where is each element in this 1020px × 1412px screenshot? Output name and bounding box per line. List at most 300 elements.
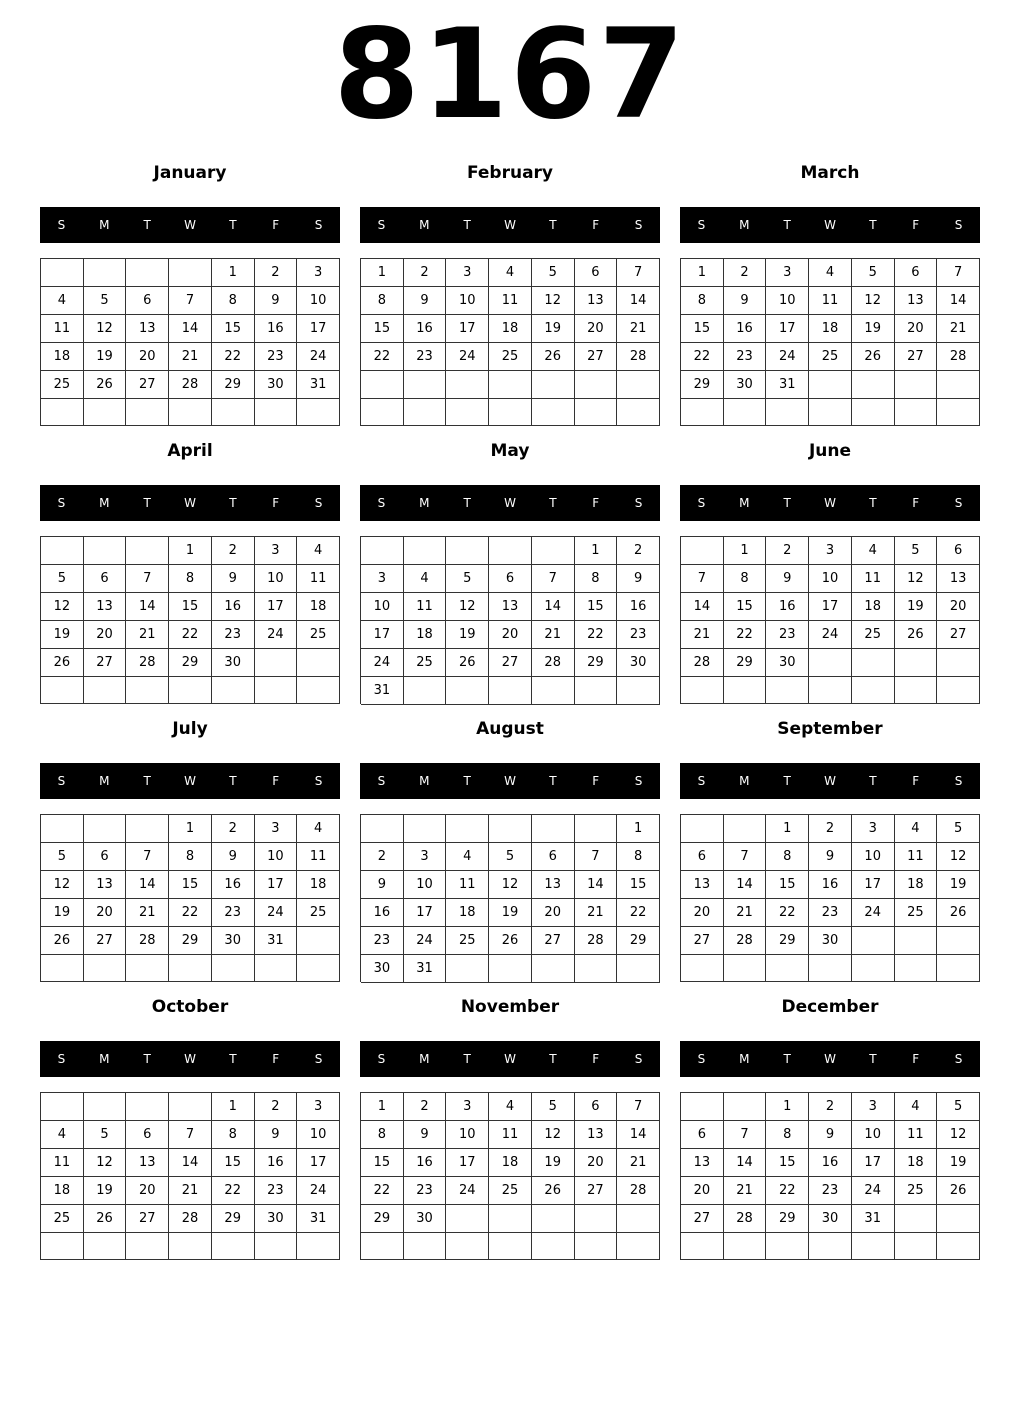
weekday-label: S	[634, 218, 643, 232]
empty-cell	[41, 955, 84, 982]
weekday-label: T	[869, 218, 877, 232]
year-title: 8167	[333, 3, 687, 147]
empty-cell	[532, 371, 575, 399]
day-cell: 4	[852, 537, 895, 565]
day-cell: 29	[575, 649, 618, 677]
empty-cell	[937, 371, 980, 399]
day-cell: 27	[532, 927, 575, 955]
month-name: December	[781, 997, 879, 1017]
day-cell: 14	[575, 871, 618, 899]
weekday-label: S	[954, 496, 963, 510]
day-cell: 20	[126, 1177, 169, 1205]
day-cell: 2	[809, 815, 852, 843]
day-cell: 18	[41, 343, 84, 371]
day-cell: 10	[255, 565, 298, 593]
weekday-label: F	[912, 218, 920, 232]
day-cell: 6	[532, 843, 575, 871]
empty-cell	[617, 399, 660, 427]
day-cell: 30	[255, 371, 298, 399]
day-cell: 13	[84, 593, 127, 621]
empty-cell	[681, 1093, 724, 1121]
day-cell: 19	[489, 899, 532, 927]
day-cell: 12	[895, 565, 938, 593]
day-cell: 23	[255, 343, 298, 371]
day-cell: 31	[361, 677, 404, 705]
day-grid	[680, 258, 980, 426]
day-cell: 30	[766, 649, 809, 677]
day-cell: 22	[169, 621, 212, 649]
empty-cell	[404, 537, 447, 565]
empty-cell	[809, 371, 852, 399]
empty-cell	[255, 649, 298, 677]
day-cell: 11	[41, 1149, 84, 1177]
weekday-label: S	[57, 218, 66, 232]
day-cell: 7	[617, 1093, 660, 1121]
day-grid	[40, 536, 340, 704]
day-cell: 9	[809, 843, 852, 871]
day-cell: 3	[809, 537, 852, 565]
day-cell: 15	[169, 871, 212, 899]
day-cell: 20	[84, 621, 127, 649]
day-cell: 11	[489, 287, 532, 315]
empty-cell	[852, 927, 895, 955]
day-cell: 3	[404, 843, 447, 871]
day-cell: 9	[212, 565, 255, 593]
day-cell: 9	[255, 287, 298, 315]
day-cell: 17	[361, 621, 404, 649]
day-cell: 13	[575, 1121, 618, 1149]
weekday-label: M	[99, 1052, 110, 1066]
day-grid	[360, 258, 660, 426]
weekday-header	[680, 763, 980, 799]
empty-cell	[617, 955, 660, 983]
day-cell: 26	[446, 649, 489, 677]
empty-cell	[212, 399, 255, 426]
empty-cell	[895, 955, 938, 982]
empty-cell	[681, 815, 724, 843]
day-cell: 28	[681, 649, 724, 677]
empty-cell	[297, 1233, 340, 1260]
day-cell: 24	[766, 343, 809, 371]
day-cell: 20	[489, 621, 532, 649]
day-cell: 23	[617, 621, 660, 649]
day-cell: 26	[41, 649, 84, 677]
day-cell: 19	[937, 1149, 980, 1177]
day-cell: 18	[489, 1149, 532, 1177]
day-cell: 7	[617, 259, 660, 287]
day-cell: 10	[361, 593, 404, 621]
weekday-label: T	[463, 496, 471, 510]
day-cell: 14	[169, 1149, 212, 1177]
empty-cell	[809, 649, 852, 677]
day-cell: 22	[617, 899, 660, 927]
weekday-header	[680, 207, 980, 243]
weekday-label: T	[549, 1052, 557, 1066]
day-cell: 8	[724, 565, 767, 593]
weekday-label: T	[869, 1052, 877, 1066]
day-cell: 6	[489, 565, 532, 593]
empty-cell	[532, 1233, 575, 1260]
day-cell: 18	[41, 1177, 84, 1205]
weekday-label: F	[912, 1052, 920, 1066]
weekday-label: W	[504, 496, 516, 510]
day-cell: 29	[617, 927, 660, 955]
empty-cell	[575, 955, 618, 983]
day-cell: 21	[126, 899, 169, 927]
day-cell: 10	[446, 287, 489, 315]
day-cell: 28	[937, 343, 980, 371]
weekday-label: F	[592, 218, 600, 232]
empty-cell	[84, 537, 127, 565]
day-cell: 21	[617, 315, 660, 343]
day-cell: 7	[575, 843, 618, 871]
day-cell: 11	[895, 1121, 938, 1149]
day-cell: 26	[937, 1177, 980, 1205]
day-cell: 10	[446, 1121, 489, 1149]
day-cell: 22	[575, 621, 618, 649]
day-cell: 18	[489, 315, 532, 343]
weekday-label: S	[954, 218, 963, 232]
day-cell: 9	[404, 287, 447, 315]
day-cell: 11	[446, 871, 489, 899]
day-cell: 13	[895, 287, 938, 315]
day-cell: 28	[724, 1205, 767, 1233]
day-cell: 4	[41, 287, 84, 315]
empty-cell	[41, 1093, 84, 1121]
day-cell: 24	[404, 927, 447, 955]
weekday-label: S	[634, 496, 643, 510]
day-cell: 23	[809, 899, 852, 927]
empty-cell	[617, 677, 660, 705]
day-cell: 30	[255, 1205, 298, 1233]
day-cell: 1	[724, 537, 767, 565]
day-cell: 12	[489, 871, 532, 899]
day-cell: 22	[212, 1177, 255, 1205]
month-name: October	[151, 997, 229, 1017]
day-cell: 4	[297, 815, 340, 843]
day-cell: 8	[766, 1121, 809, 1149]
empty-cell	[532, 399, 575, 427]
weekday-header	[40, 207, 340, 243]
day-cell: 4	[809, 259, 852, 287]
day-cell: 19	[41, 899, 84, 927]
day-cell: 25	[297, 621, 340, 649]
day-cell: 28	[617, 343, 660, 371]
day-cell: 11	[41, 315, 84, 343]
empty-cell	[446, 537, 489, 565]
day-cell: 4	[446, 843, 489, 871]
weekday-label: S	[697, 496, 706, 510]
day-cell: 1	[766, 1093, 809, 1121]
weekday-label: F	[592, 1052, 600, 1066]
day-cell: 1	[169, 815, 212, 843]
weekday-label: S	[377, 774, 386, 788]
day-cell: 22	[681, 343, 724, 371]
day-cell: 20	[681, 899, 724, 927]
empty-cell	[489, 537, 532, 565]
weekday-label: S	[377, 496, 386, 510]
day-cell: 16	[212, 593, 255, 621]
day-cell: 16	[255, 315, 298, 343]
day-cell: 23	[809, 1177, 852, 1205]
day-cell: 18	[895, 1149, 938, 1177]
day-cell: 11	[809, 287, 852, 315]
empty-cell	[617, 1233, 660, 1260]
day-cell: 9	[212, 843, 255, 871]
weekday-label: M	[739, 774, 750, 788]
day-cell: 8	[361, 287, 404, 315]
day-cell: 16	[809, 1149, 852, 1177]
day-cell: 5	[446, 565, 489, 593]
empty-cell	[126, 259, 169, 287]
day-cell: 9	[617, 565, 660, 593]
empty-cell	[766, 677, 809, 704]
day-cell: 30	[212, 649, 255, 677]
day-grid	[360, 814, 660, 982]
day-cell: 27	[575, 343, 618, 371]
day-cell: 6	[84, 565, 127, 593]
empty-cell	[766, 1233, 809, 1260]
day-cell: 16	[724, 315, 767, 343]
day-cell: 25	[41, 371, 84, 399]
day-cell: 20	[84, 899, 127, 927]
empty-cell	[84, 1093, 127, 1121]
day-grid	[680, 814, 980, 982]
empty-cell	[937, 1233, 980, 1260]
weekday-label: F	[912, 496, 920, 510]
day-cell: 3	[297, 1093, 340, 1121]
day-cell: 24	[297, 343, 340, 371]
empty-cell	[575, 1233, 618, 1260]
day-cell: 2	[404, 1093, 447, 1121]
day-grid	[40, 258, 340, 426]
day-cell: 8	[212, 287, 255, 315]
day-cell: 6	[126, 287, 169, 315]
day-cell: 20	[937, 593, 980, 621]
day-cell: 26	[84, 371, 127, 399]
weekday-label: T	[143, 218, 151, 232]
day-cell: 8	[766, 843, 809, 871]
day-cell: 10	[852, 1121, 895, 1149]
day-cell: 29	[212, 371, 255, 399]
weekday-label: T	[463, 774, 471, 788]
empty-cell	[895, 677, 938, 704]
empty-cell	[724, 677, 767, 704]
weekday-label: F	[272, 218, 280, 232]
day-cell: 20	[575, 315, 618, 343]
day-cell: 23	[404, 1177, 447, 1205]
empty-cell	[297, 649, 340, 677]
day-cell: 8	[575, 565, 618, 593]
day-cell: 16	[766, 593, 809, 621]
weekday-label: T	[783, 218, 791, 232]
day-cell: 30	[809, 1205, 852, 1233]
day-cell: 11	[895, 843, 938, 871]
day-cell: 1	[681, 259, 724, 287]
empty-cell	[446, 955, 489, 983]
day-cell: 18	[297, 593, 340, 621]
day-cell: 8	[169, 565, 212, 593]
day-cell: 25	[489, 343, 532, 371]
day-cell: 27	[937, 621, 980, 649]
day-cell: 24	[255, 621, 298, 649]
empty-cell	[489, 1205, 532, 1233]
day-cell: 9	[724, 287, 767, 315]
day-cell: 17	[297, 1149, 340, 1177]
day-cell: 16	[255, 1149, 298, 1177]
day-cell: 14	[617, 1121, 660, 1149]
day-cell: 13	[84, 871, 127, 899]
day-cell: 12	[446, 593, 489, 621]
day-cell: 10	[297, 1121, 340, 1149]
day-cell: 6	[575, 1093, 618, 1121]
empty-cell	[532, 1205, 575, 1233]
weekday-label: S	[377, 1052, 386, 1066]
day-grid	[680, 1092, 980, 1260]
day-cell: 24	[446, 1177, 489, 1205]
weekday-header	[40, 763, 340, 799]
day-cell: 12	[84, 315, 127, 343]
day-cell: 2	[255, 259, 298, 287]
day-cell: 12	[41, 593, 84, 621]
weekday-label: F	[912, 774, 920, 788]
day-cell: 5	[937, 1093, 980, 1121]
weekday-header	[360, 207, 660, 243]
weekday-label: S	[314, 218, 323, 232]
day-cell: 9	[766, 565, 809, 593]
day-cell: 29	[724, 649, 767, 677]
day-cell: 9	[361, 871, 404, 899]
day-cell: 12	[937, 843, 980, 871]
empty-cell	[724, 1233, 767, 1260]
empty-cell	[724, 815, 767, 843]
empty-cell	[809, 399, 852, 426]
weekday-label: W	[824, 774, 836, 788]
day-cell: 8	[169, 843, 212, 871]
weekday-label: W	[824, 218, 836, 232]
weekday-label: M	[419, 496, 430, 510]
weekday-label: S	[57, 496, 66, 510]
empty-cell	[446, 371, 489, 399]
weekday-label: M	[419, 218, 430, 232]
day-cell: 31	[766, 371, 809, 399]
day-cell: 5	[937, 815, 980, 843]
month-name: July	[172, 719, 208, 739]
empty-cell	[724, 955, 767, 982]
day-cell: 25	[41, 1205, 84, 1233]
weekday-label: F	[592, 496, 600, 510]
day-cell: 23	[212, 621, 255, 649]
day-cell: 2	[212, 815, 255, 843]
day-cell: 25	[809, 343, 852, 371]
day-cell: 30	[212, 927, 255, 955]
day-cell: 4	[895, 1093, 938, 1121]
day-cell: 9	[404, 1121, 447, 1149]
day-cell: 16	[809, 871, 852, 899]
month-name: February	[466, 163, 554, 183]
day-cell: 18	[404, 621, 447, 649]
day-cell: 1	[575, 537, 618, 565]
day-cell: 15	[766, 871, 809, 899]
empty-cell	[681, 1233, 724, 1260]
empty-cell	[895, 1205, 938, 1233]
empty-cell	[895, 1233, 938, 1260]
day-cell: 17	[255, 593, 298, 621]
day-cell: 6	[126, 1121, 169, 1149]
weekday-label: S	[57, 774, 66, 788]
day-cell: 15	[212, 1149, 255, 1177]
empty-cell	[212, 677, 255, 704]
weekday-label: S	[954, 774, 963, 788]
day-cell: 22	[212, 343, 255, 371]
day-cell: 23	[766, 621, 809, 649]
empty-cell	[41, 815, 84, 843]
day-cell: 17	[852, 1149, 895, 1177]
day-cell: 29	[169, 927, 212, 955]
empty-cell	[169, 399, 212, 426]
day-cell: 16	[212, 871, 255, 899]
day-cell: 18	[852, 593, 895, 621]
empty-cell	[404, 371, 447, 399]
day-cell: 18	[446, 899, 489, 927]
weekday-label: T	[229, 774, 237, 788]
weekday-label: M	[99, 496, 110, 510]
day-cell: 13	[937, 565, 980, 593]
day-cell: 21	[937, 315, 980, 343]
day-cell: 11	[297, 565, 340, 593]
month-name: November	[460, 997, 560, 1017]
day-cell: 17	[809, 593, 852, 621]
empty-cell	[361, 815, 404, 843]
day-cell: 21	[532, 621, 575, 649]
empty-cell	[126, 815, 169, 843]
empty-cell	[404, 677, 447, 705]
empty-cell	[681, 677, 724, 704]
weekday-label: W	[184, 1052, 196, 1066]
day-cell: 20	[532, 899, 575, 927]
day-cell: 23	[212, 899, 255, 927]
empty-cell	[895, 371, 938, 399]
day-cell: 5	[532, 259, 575, 287]
empty-cell	[937, 677, 980, 704]
day-cell: 18	[809, 315, 852, 343]
day-cell: 19	[937, 871, 980, 899]
weekday-label: T	[143, 774, 151, 788]
empty-cell	[575, 399, 618, 427]
empty-cell	[809, 677, 852, 704]
day-cell: 25	[404, 649, 447, 677]
day-cell: 19	[446, 621, 489, 649]
day-cell: 7	[532, 565, 575, 593]
day-cell: 12	[532, 1121, 575, 1149]
empty-cell	[895, 927, 938, 955]
day-cell: 2	[212, 537, 255, 565]
empty-cell	[84, 815, 127, 843]
day-cell: 1	[766, 815, 809, 843]
day-cell: 7	[724, 1121, 767, 1149]
empty-cell	[169, 259, 212, 287]
day-cell: 14	[617, 287, 660, 315]
empty-cell	[84, 1233, 127, 1260]
weekday-label: S	[314, 774, 323, 788]
day-cell: 11	[297, 843, 340, 871]
day-cell: 21	[575, 899, 618, 927]
day-cell: 11	[489, 1121, 532, 1149]
weekday-label: M	[739, 496, 750, 510]
weekday-label: W	[824, 496, 836, 510]
day-cell: 6	[681, 1121, 724, 1149]
day-cell: 24	[809, 621, 852, 649]
